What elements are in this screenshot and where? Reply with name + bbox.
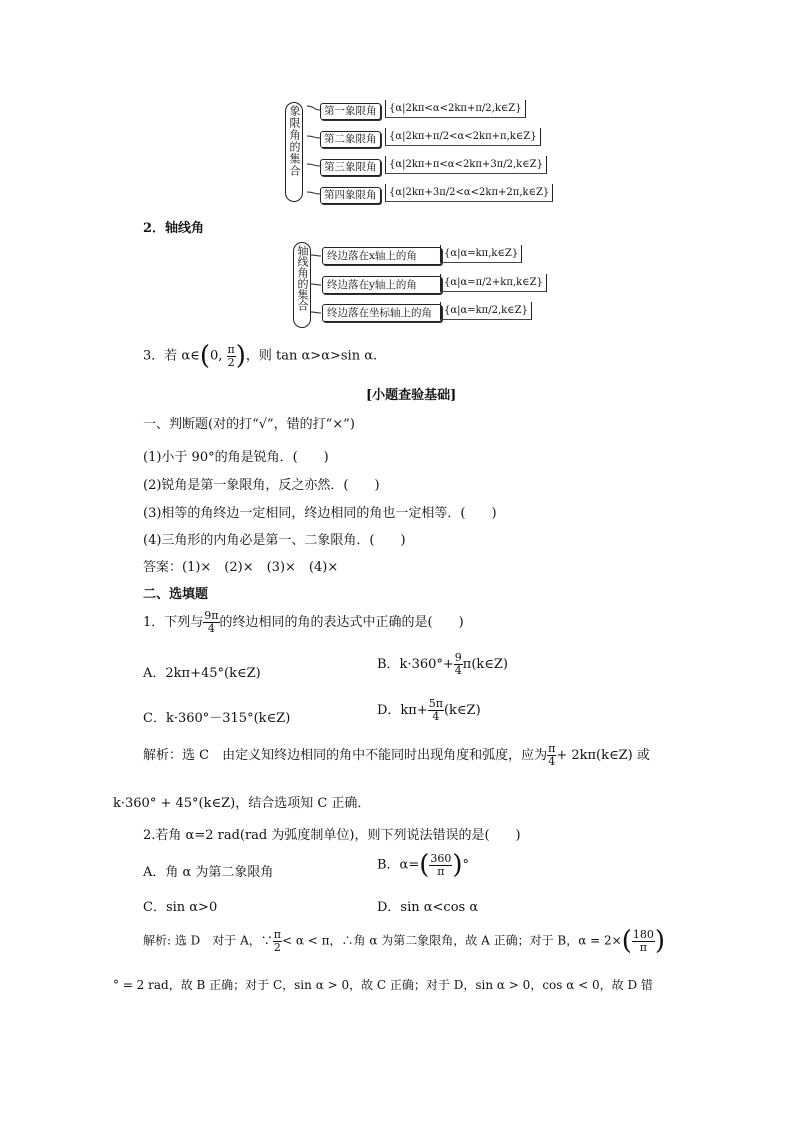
quadrant-row-1-set: {α|2kπ<α<2kπ+π/2,k∈Z} <box>385 100 526 118</box>
q1-stem: 1．下列与 $\frac{9\pi}{4}$ 的终边相同的角的表达式中正确的是( ) <box>143 609 464 635</box>
item-3-suffix: ，则 tan α>α>sin α. <box>245 348 378 364</box>
q2-stem: 2.若角 α=2 rad(rad 为弧度制单位)，则下列说法错误的是( ) <box>143 828 521 843</box>
judge-item-1: (1)小于 90°的角是锐角．( ) <box>143 450 329 465</box>
q2-analysis-line-1: 解析: 选 D 对于 A，∵ $\frac{\pi}{2}$ < α < π，∴角 α 为第二象限角，故 A 正确；对于 B，α = 2×( $\frac{180}{\pi}$ ) <box>143 926 666 956</box>
item-3-interval-left: 0, <box>209 348 223 364</box>
axis-row-1-label: 终边落在x轴上的角 <box>322 247 442 265</box>
judge-item-4: (4)三角形的内角必是第一、二象限角．( ) <box>143 533 406 548</box>
q2-option-b: B．α=( $\frac{360}{\pi}$ )° <box>377 850 470 880</box>
section-2-title: 2．轴线角 <box>143 221 205 236</box>
item-3-statement: 3．若 α∈(0, $\frac{\pi}{2}$ )，则 tan α>α>sin α. <box>143 341 378 371</box>
q1-option-a: A．2kπ+45°(k∈Z) <box>143 666 261 681</box>
practice-heading: [小题查验基础] <box>366 388 457 403</box>
q2-analysis-line-2: ° = 2 rad，故 B 正确；对于 C，sin α > 0，故 C 正确；对于 D，sin α > 0，cos α < 0，故 D 错 <box>113 978 653 992</box>
axis-set-side-label: 轴线角的集合 <box>293 242 311 328</box>
judge-heading: 一、判断题(对的打“√”，错的打“×”) <box>143 417 355 432</box>
choice-heading: 二、选填题 <box>143 587 209 602</box>
quadrant-row-1-label: 第一象限角 <box>320 103 381 120</box>
q2-option-d: D．sin α<cos α <box>377 900 479 915</box>
axis-row-3-label: 终边落在坐标轴上的角 <box>322 304 442 322</box>
q1-stem-fraction: $\frac{9\pi}{4}$ <box>204 609 219 635</box>
judge-answer: 答案：(1)× (2)× (3)× (4)× <box>143 560 339 575</box>
quadrant-row-2-label: 第二象限角 <box>320 131 381 148</box>
q1-option-b: B．k·360°+ $\frac{9}{4}$ π(k∈Z) <box>377 651 509 677</box>
q2-option-c: C．sin α>0 <box>143 900 218 915</box>
q1-analysis-line-1: 解析：选 C 由定义知终边相同的角中不能同时出现角度和弧度，应为 $\frac{\pi}{4}$ + 2kπ(k∈Z) 或 <box>143 742 650 768</box>
axis-row-2-label: 终边落在y轴上的角 <box>322 276 442 294</box>
quadrant-set-side-label: 象限角的集合 <box>285 102 303 202</box>
judge-item-2: (2)锐角是第一象限角，反之亦然．( ) <box>143 478 380 493</box>
axis-row-1-set: {α|α=kπ,k∈Z} <box>440 245 522 263</box>
item-3-fraction: $\frac{\pi}{2}$ <box>227 342 235 369</box>
quadrant-row-3-set: {α|2kπ+π<α<2kπ+3π/2,k∈Z} <box>385 156 547 174</box>
quadrant-row-3-label: 第三象限角 <box>320 159 381 176</box>
axis-row-3-set: {α|α=kπ/2,k∈Z} <box>440 302 532 320</box>
q1-option-d: D．kπ+ $\frac{5\pi}{4}$ (k∈Z) <box>377 697 481 723</box>
q1-option-c: C．k·360°－315°(k∈Z) <box>143 711 291 726</box>
quadrant-row-2-set: {α|2kπ+π/2<α<2kπ+π,k∈Z} <box>385 128 541 146</box>
axis-row-2-set: {α|α=π/2+kπ,k∈Z} <box>440 274 547 292</box>
quadrant-row-4-set: {α|2kπ+3π/2<α<2kπ+2π,k∈Z} <box>385 184 553 202</box>
judge-item-3: (3)相等的角终边一定相同，终边相同的角也一定相等．( ) <box>143 506 497 521</box>
quadrant-row-4-label: 第四象限角 <box>320 187 381 204</box>
q1-analysis-line-2: k·360° + 45°(k∈Z)，结合选项知 C 正确． <box>113 796 371 811</box>
q2-option-a: A．角 α 为第二象限角 <box>143 865 274 880</box>
item-3-prefix: 3．若 α∈ <box>143 348 200 364</box>
